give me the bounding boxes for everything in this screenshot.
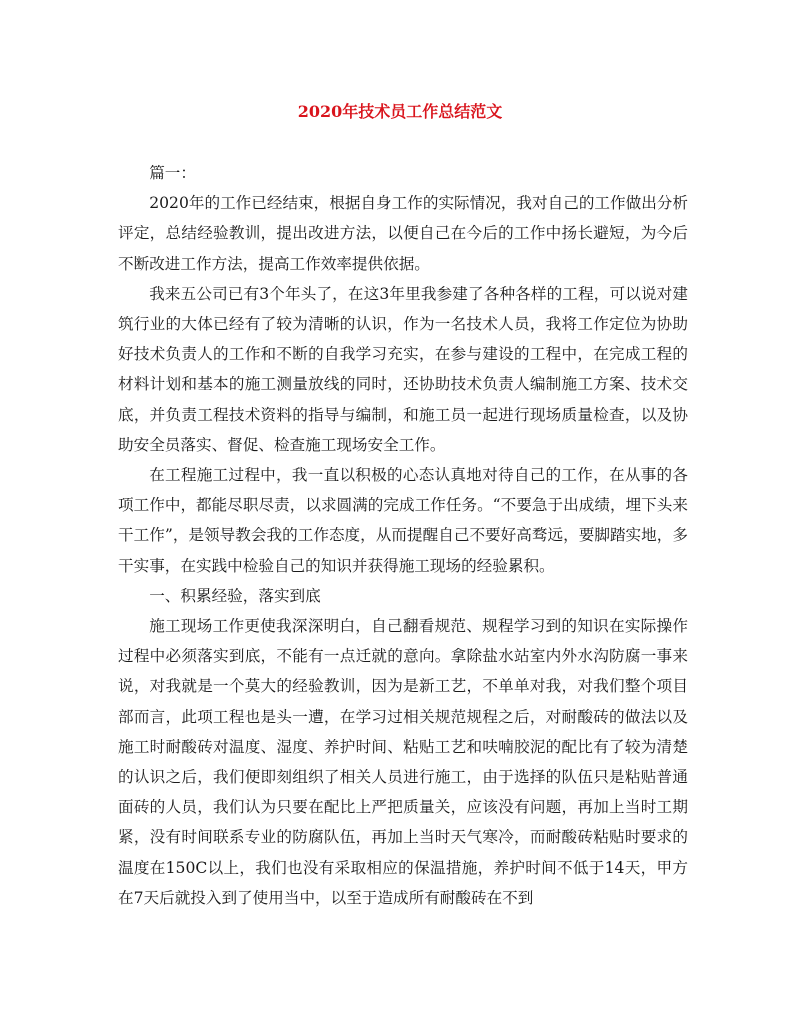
paragraph-work-attitude: 在工程施工过程中，我一直以积极的心态认真地对待自己的工作，在从事的各项工作中，都能尽职尽责，以求圆满的完成工作任务。“不要急于出成绩，埋下头来干工作”，是领导教会我的工作态度，从而提醒自己不要好高骛远，要脚踏实地，多干实事，在实践中检验自己的知识并获得施工现场的经验累积。 — [118, 466, 688, 575]
paragraph-site-experience: 施工现场工作更使我深深明白，自己翻看规范、规程学习到的知识在实际操作过程中必须落实到底，不能有一点迁就的意向。拿除盐水站室内外水沟防腐一事来说，对我就是一个莫大的经验教训，因为是新工艺，不单单对我，对我们整个项目部而言，此项工程也是头一遭，在学习过相关规范规程之后，对耐酸砖的做法以及施工时耐酸砖对温度、湿度、养护时间、粘贴工艺和呋喃胶泥的配比有了较为清楚的认识之后，我们便即刻组织了相关人员进行施工，由于选择的队伍只是粘贴普通面砖的人员，我们认为只要在配比上严把质量关，应该没有问题，再加上当时工期紧，没有时间联系专业的防腐队伍，再加上当时天气寒冷，而耐酸砖粘贴时要求的温度在150C以上，我们也没有采取相应的保温措施，养护时间不低于14天，甲方在7天后就投入到了使用当中，以至于造成所有耐酸砖在不到 — [118, 617, 688, 907]
document-title: 2020年技术员工作总结范文 — [297, 102, 503, 121]
paragraph-intro: 2020年的工作已经结束，根据自身工作的实际情况，我对自己的工作做出分析评定，总结经验教训，提出改进方法，以便自己在今后的工作中扬长避短，为今后不断改进工作方法，提高工作效率提供依据。 — [118, 194, 688, 273]
section-heading-accumulate-experience: 一、积累经验，落实到底 — [149, 586, 321, 605]
document-body — [118, 158, 688, 913]
paragraph-work-overview: 我来五公司已有3个年头了，在这3年里我参建了各种各样的工程，可以说对建筑行业的大体已经有了较为清晰的认识，作为一名技术人员，我将工作定位为协助好技术负责人的工作和不断的自我学习充实，在参与建设的工程中，在完成工程的材料计划和基本的施工测量放线的同时，还协助技术负责人编制施工方案、技术交底，并负责工程技术资料的指导与编制，和施工员一起进行现场质量检查，以及协助安全员落实、督促、检查施工现场安全工作。 — [118, 284, 688, 454]
paragraph-heading-part-one: 篇一： — [149, 164, 196, 182]
